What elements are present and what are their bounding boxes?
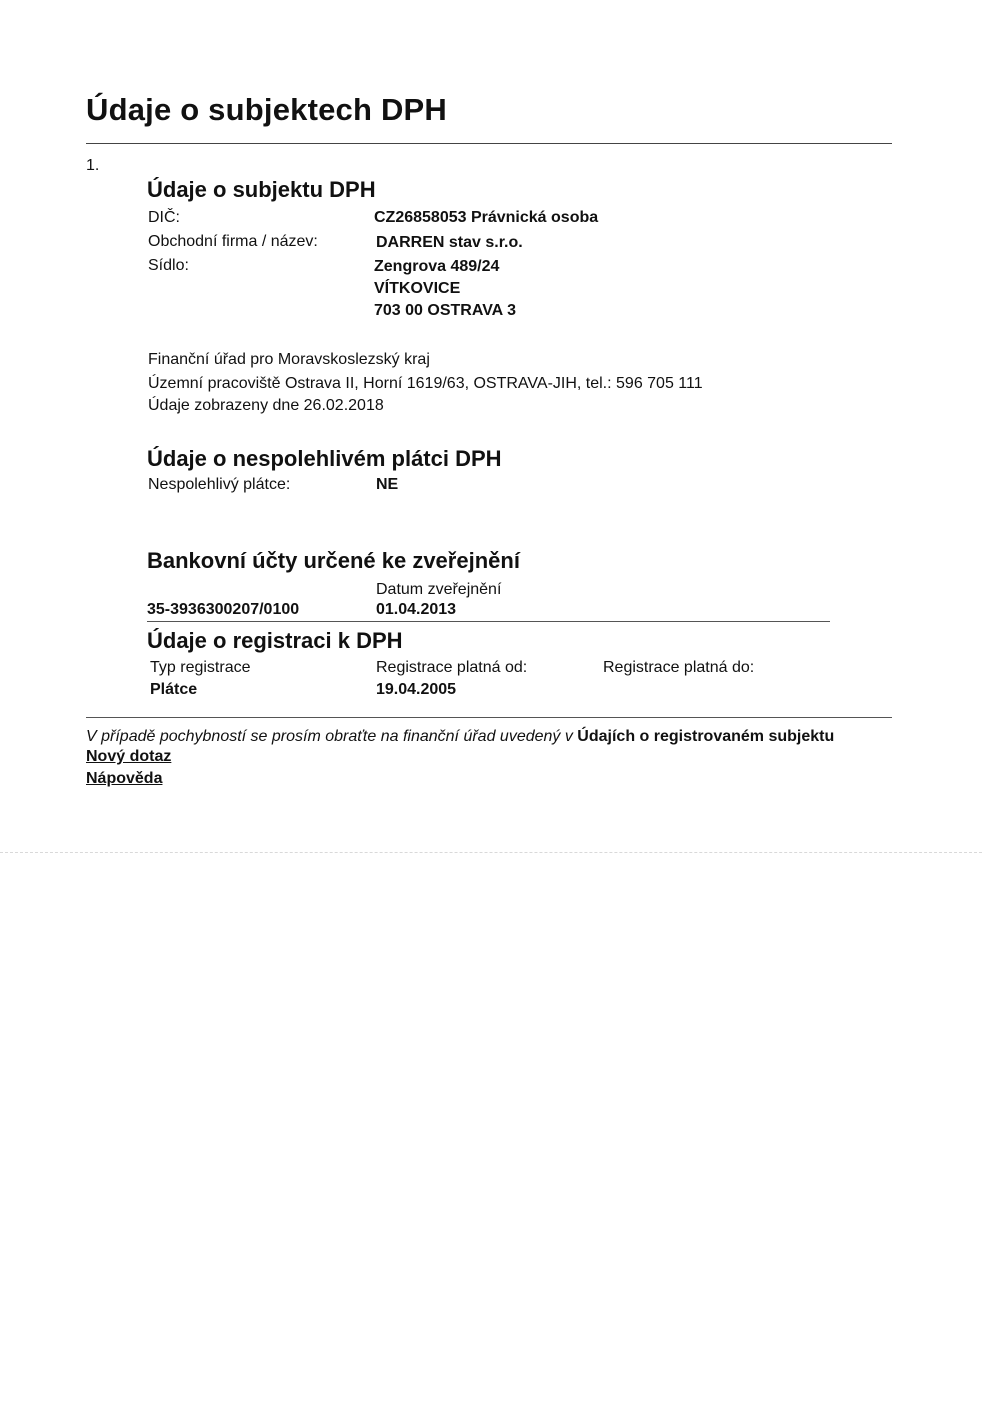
dic-label: DIČ:	[148, 209, 180, 226]
registration-from-header: Registrace platná od:	[376, 659, 528, 676]
tax-office-address: Územní pracoviště Ostrava II, Horní 1619/63, OSTRAVA-JIH, tel.: 596 705 111	[148, 375, 703, 392]
footer-note	[86, 728, 834, 746]
bank-date-header: Datum zveřejnění	[376, 581, 502, 598]
bank-divider	[147, 621, 830, 622]
seat-district: VÍTKOVICE	[374, 280, 461, 297]
new-query-link[interactable]: Nový dotaz	[86, 748, 172, 765]
title-divider	[86, 143, 892, 144]
registration-type-value: Plátce	[150, 681, 198, 698]
registration-to-header: Registrace platná do:	[603, 659, 755, 676]
unreliable-label: Nespolehlivý plátce:	[148, 476, 291, 493]
registration-heading: Údaje o registraci k DPH	[147, 628, 403, 653]
unreliable-heading: Údaje o nespolehlivém plátci DPH	[147, 446, 502, 471]
seat-street: Zengrova 489/24	[374, 258, 500, 275]
unreliable-value: NE	[376, 476, 399, 493]
display-date: Údaje zobrazeny dne 26.02.2018	[148, 397, 384, 414]
item-number: 1.	[86, 157, 100, 174]
seat-city: 703 00 OSTRAVA 3	[374, 302, 516, 319]
company-name-value: DARREN stav s.r.o.	[376, 234, 523, 251]
subject-heading: Údaje o subjektu DPH	[147, 177, 376, 202]
scan-artifact-line	[0, 852, 982, 853]
tax-office-name: Finanční úřad pro Moravskoslezský kraj	[148, 351, 430, 368]
footer-note-text: V případě pochybností se prosím obraťte na finanční úřad uvedený v	[86, 728, 578, 745]
seat-label: Sídlo:	[148, 257, 189, 274]
page-title: Údaje o subjektech DPH	[86, 92, 447, 127]
footer-divider	[86, 717, 892, 718]
dic-value: CZ26858053 Právnická osoba	[374, 209, 599, 226]
registration-type-header: Typ registrace	[150, 659, 251, 676]
company-name-label: Obchodní firma / název:	[148, 233, 318, 250]
footer-note-bold: Údajích o registrovaném subjektu	[577, 728, 835, 745]
registration-from-value: 19.04.2005	[376, 681, 457, 698]
help-link[interactable]: Nápověda	[86, 770, 163, 787]
bank-publication-date: 01.04.2013	[376, 601, 457, 618]
bank-account-number: 35-3936300207/0100	[147, 601, 300, 618]
bank-heading: Bankovní účty určené ke zveřejnění	[147, 548, 520, 573]
